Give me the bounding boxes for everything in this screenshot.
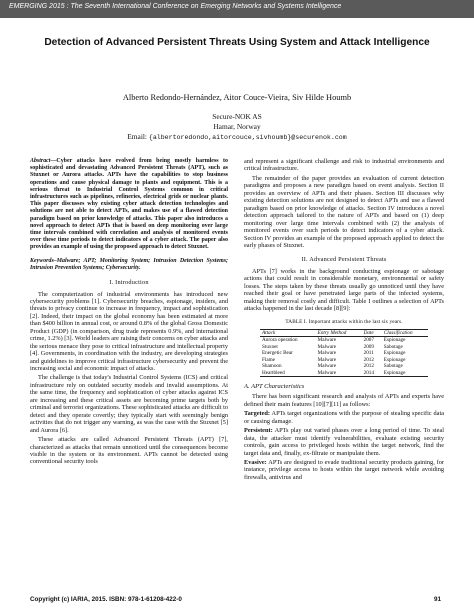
attacks-table bbox=[260, 329, 428, 377]
feature-evasive bbox=[244, 459, 444, 481]
abstract-text: —Cyber attacks have evolved from being mostly harmless to sophisticated and devastating Advanced Persistent Threats (APT), such as Stuxnet or Aurora attacks. APTs have the capabilities to stop business operations and cause physical damage to plants and equipment. This is a serious threat to Industrial Control Systems common in critical infrastructures such as pipelines, refineries, electrical grids or nuclear plants. This paper discusses why existing cyber attack detection technologies and solutions are not able to detect APTs, and makes use of a flawed detection paradigm based on prior knowledge of attacks. This paper also introduces a novel approach to detect APTs that is based on deep monitoring over large time intervals combined with correlation and analysis of monitored events over these time periods to detect indicators of a cyber attack. The paper also provides an example of using the proposed approach to detect Stuxnet. bbox=[30, 158, 228, 251]
email-address[interactable]: {albertoredondo,aitorcouce,sivhoumb}@securenok.com bbox=[148, 134, 347, 141]
table-cell: Energetic Bear bbox=[262, 350, 293, 357]
conference-header-bar bbox=[0, 0, 474, 18]
table-cell: Espionage bbox=[383, 337, 406, 344]
table-cell: Sabotage bbox=[383, 343, 403, 350]
table-cell: Heartbleed bbox=[260, 370, 316, 377]
left-column bbox=[30, 158, 228, 468]
paper-title: Detection of Advanced Persistent Threats Using System and Attack Intelligence bbox=[44, 37, 430, 48]
feature-text: APTs target organizations with the purpose of stealing specific data or causing damage. bbox=[244, 410, 444, 425]
table-cell: Shamoon bbox=[262, 363, 282, 370]
apt-characteristics-intro: There has been significant research and analysis of APTs and experts have defined their main features [10][7][11] as follows: bbox=[244, 393, 444, 408]
abstract bbox=[30, 158, 228, 252]
table-cell: 2012 bbox=[363, 356, 374, 363]
section-heading-apt: II. Advanced Persistent Threats bbox=[301, 256, 387, 264]
keywords: Keywords–Malware; APT; Monitoring System; Intrusion Detection Systems; Intrusion Prevention Systems; Cybersecurity. bbox=[30, 257, 228, 271]
intro-paragraph-1: The computerization of industrial environments has introduced new cybersecurity problems [1]. Cybersecurity breaches, espionage, insiders, and threats to privacy continue to increase in frequency, impact and sophistication [2]. Indeed, their impact on the global economy has been estimated at more than $400 billion in annual cost, or around 0.8% of the global Gross Domestic Product (GDP) (in comparison, drug trade represents 0.9%, and international crime, 1.2%) [3]. World leaders are raising their concerns on cyber attacks and the serious menace they pose to critical infrastructure and intellectual property [4]. Governments, in coordination with the industry, are developing strategies and guidelines to improve critical infrastructure cybersecurity and prevent the increasing social and economic impact of attacks. bbox=[30, 290, 228, 373]
page-number: 91 bbox=[434, 596, 442, 603]
conference-header: EMERGING 2015 : The Seventh International Conference on Emerging Networks and Systems Intelligence bbox=[9, 3, 342, 10]
email-label: Email: bbox=[127, 132, 147, 141]
copyright-footer: Copyright (c) IARIA, 2015. ISBN: 978-1-61208-422-0 bbox=[30, 596, 182, 603]
right-column bbox=[244, 158, 444, 483]
table-header-cell: Entry Method bbox=[316, 330, 362, 337]
table-cell: Espionage bbox=[383, 356, 406, 363]
table-header-row bbox=[260, 330, 428, 337]
table-cell: 2009 bbox=[363, 343, 374, 350]
abstract-label: Abstract bbox=[30, 158, 51, 164]
table-row bbox=[260, 337, 428, 344]
affiliation-city: Hamar, Norway bbox=[213, 122, 261, 131]
table-cell: 2012 bbox=[363, 363, 374, 370]
table-header-cell: Attack bbox=[260, 330, 316, 337]
feature-targeted bbox=[244, 410, 444, 425]
table-cell: Sabotage bbox=[383, 363, 403, 370]
table-cell: Espionage bbox=[383, 350, 406, 357]
section-heading-introduction: I. Introduction bbox=[109, 279, 149, 287]
feature-text: APTs are designed to evade traditional security products gaining, for instance, privilege access to hosts within the target network while avoiding firewalls, antivirus and bbox=[244, 458, 444, 481]
table-cell: Flame bbox=[262, 356, 275, 363]
table-cell: Malware bbox=[317, 363, 337, 370]
table-cell: 2007 bbox=[363, 337, 374, 344]
table-cell: Malware bbox=[316, 370, 362, 377]
table-cell: Espionage bbox=[382, 370, 428, 377]
subsection-heading-apt-characteristics: A. APT Characteristics bbox=[244, 382, 305, 390]
feature-label: Persistent: bbox=[244, 427, 273, 435]
table-cell: Malware bbox=[317, 343, 337, 350]
feature-persistent bbox=[244, 427, 444, 457]
table-cell: 2011 bbox=[363, 350, 374, 357]
feature-label: Evasive: bbox=[244, 458, 267, 466]
paper-outline-paragraph: The remainder of the paper provides an evaluation of current detection paradigms and proposes a new paradigm based on event analysis. Section II provides an overview of APTs and their phases. Section III discusses why existing detection solutions are not designed to detect APTs and use a flawed paradigm based on prior knowledge of attacks. Section IV introduces a novel detection approach tailored to the nature of APTs and based on (1) deep monitoring over large time intervals combined with (2) the analysis of monitored events over such periods to detect indicators of a cyber attack. Section IV provides an example of the proposed approach applied to detect the early phases of Stuxnet. bbox=[244, 174, 444, 249]
feature-text: APTs play out varied phases over a long period of time. To steal data, the attacker must identify vulnerabilities, evaluate existing security controls, gain access to privileged hosts within the target network, find the target data and, finally, ex-filtrate or manipulate them. bbox=[244, 427, 444, 457]
table-cell: Stuxnet bbox=[262, 343, 278, 350]
table-header-cell: Classification bbox=[382, 330, 428, 337]
intro-paragraph-2: The challenge is that today's Industrial Control Systems (ICS) and critical infrastructure rely on outdated security models and invalid assumptions. At the same time, the frequency and sophistication of cyber attacks against ICS are increasing and these critical assets are becoming prime targets both by criminal and terrorist organizations. These sophisticated attacks are difficult to detect and they operate covertly; they typically start with seemingly benign activities that do not trigger any warning, as was the case with the Stuxnet [5] and Aurora [6]. bbox=[30, 374, 228, 434]
table-cell: Aurora operation bbox=[262, 337, 298, 344]
table-row bbox=[260, 370, 428, 377]
affiliation-email bbox=[20, 132, 454, 141]
feature-label: Targeted: bbox=[244, 410, 270, 418]
table-cell: Malware bbox=[317, 337, 337, 344]
affiliation-org: Secure-NOK AS bbox=[212, 112, 262, 121]
intro-continued-paragraph: and represent a significant challenge and risk to industrial environments and critical infrastructure. bbox=[244, 158, 444, 173]
table-cell: 2014 bbox=[362, 370, 382, 377]
apt-paragraph: APTs [7] works in the background conducting espionage or sabotage actions that could result in considerable monetary, environmental or safety losses. The steps taken by these threats usually go unnoticed until they have reached their goal or have penetrated large parts of the infected systems, making their removal costly and difficult. Table I outlines a selection of APTs attacks happened in the last decade [8][9]: bbox=[244, 267, 444, 313]
table-header-cell: Date bbox=[362, 330, 382, 337]
table-caption: TABLE I. Important attacks within the last six years. bbox=[285, 318, 403, 325]
table-cell: Malware bbox=[317, 350, 337, 357]
table-cell: Malware bbox=[317, 356, 337, 363]
intro-paragraph-3: These attacks are called Advanced Persistent Threats (APT) [7], characterized as attacks that remain unnoticed until the consequences become visible in the system or its environment. APTs cannot be detected using conventional security tools bbox=[30, 436, 228, 466]
paper-authors: Alberto Redondo-Hernández, Aitor Couce-Vieira, Siv Hilde Houmb bbox=[122, 93, 352, 102]
